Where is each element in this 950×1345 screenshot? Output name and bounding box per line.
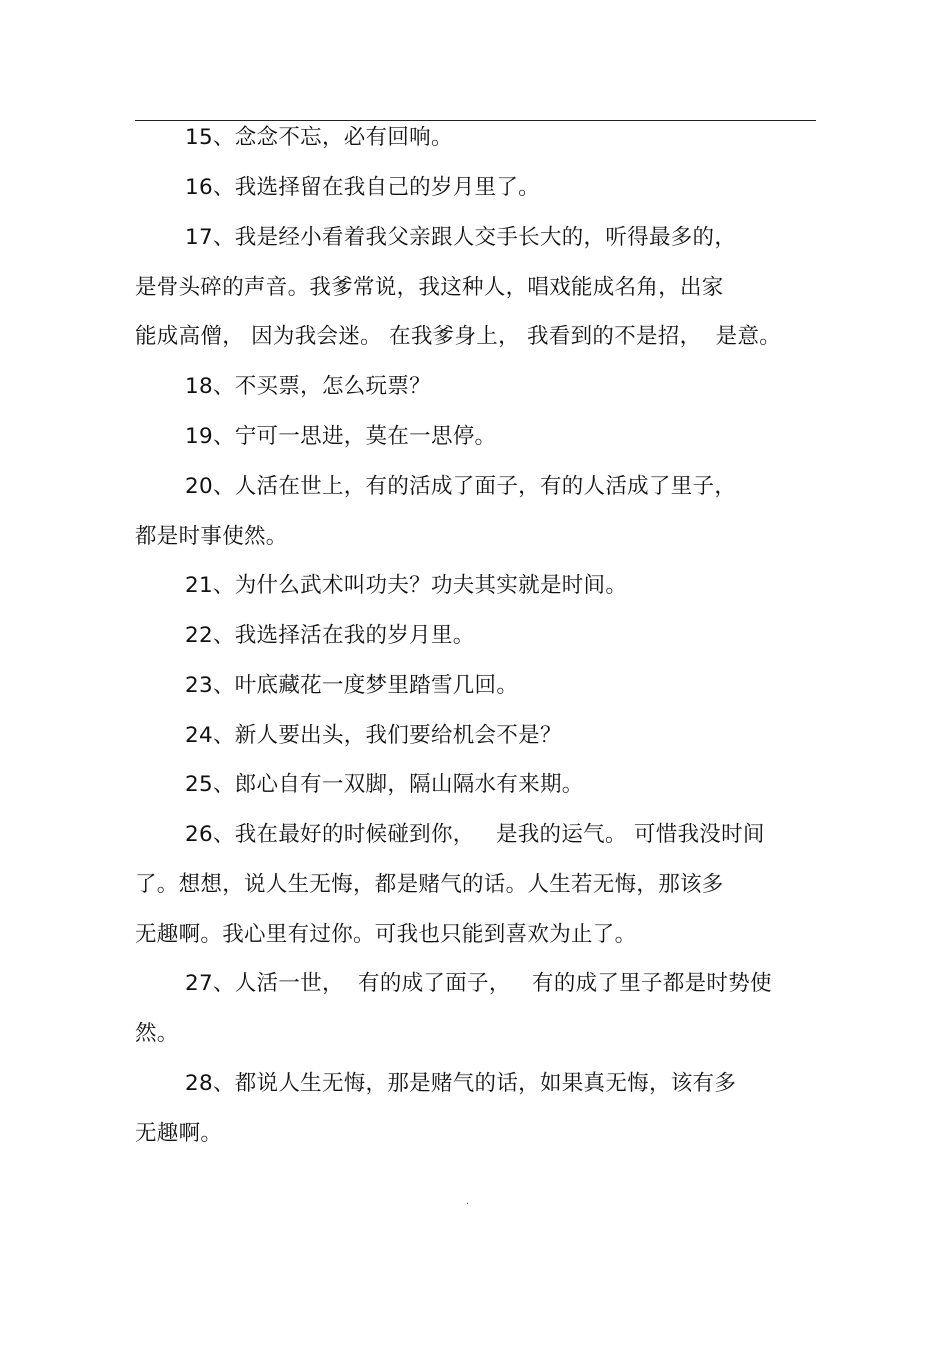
item-28-line-1: 28、都说人生无悔，那是赌气的话，如果真无悔，该有多 xyxy=(185,1071,737,1096)
item-26-line-3: 无趣啊。我心里有过你。可我也只能到喜欢为止了。 xyxy=(135,922,637,947)
item-27-line-1: 27、人活一世， 有的成了面子， 有的成了里子都是时势使 xyxy=(185,971,772,996)
item-26-line-2: 了。想想，说人生无悔，都是赌气的话。人生若无悔，那该多 xyxy=(135,872,724,897)
item-19-line-1: 19、宁可一思进，莫在一思停。 xyxy=(185,424,497,449)
item-17-line-3: 能成高僧， 因为我会迷。 在我爹身上， 我看到的不是招， 是意。 xyxy=(135,324,782,349)
header-rule xyxy=(135,120,816,121)
item-24-line-1: 24、新人要出头，我们要给机会不是？ xyxy=(185,723,562,748)
footer-mark: . xyxy=(466,1196,470,1207)
item-25-line-1: 25、郎心自有一双脚，隔山隔水有来期。 xyxy=(185,772,584,797)
item-17-line-1: 17、我是经小看着我父亲跟人交手长大的，听得最多的， xyxy=(185,225,737,250)
item-22-line-1: 22、我选择活在我的岁月里。 xyxy=(185,623,475,648)
item-20-line-2: 都是时事使然。 xyxy=(135,524,288,549)
item-17-line-2: 是骨头碎的声音。我爹常说，我这种人，唱戏能成名角，出家 xyxy=(135,275,724,300)
item-27-line-2: 然。 xyxy=(135,1021,179,1046)
item-21-line-1: 21、为什么武术叫功夫？功夫其实就是时间。 xyxy=(185,573,628,598)
item-18-line-1: 18、不买票，怎么玩票？ xyxy=(185,374,431,399)
item-20-line-1: 20、人活在世上，有的活成了面子，有的人活成了里子， xyxy=(185,474,737,499)
item-26-line-1: 26、我在最好的时候碰到你， 是我的运气。 可惜我没时间 xyxy=(185,822,765,847)
item-23-line-1: 23、叶底藏花一度梦里踏雪几回。 xyxy=(185,673,519,698)
item-15-line-1: 15、念念不忘，必有回响。 xyxy=(185,125,453,150)
item-16-line-1: 16、我选择留在我自己的岁月里了。 xyxy=(185,175,540,200)
item-28-line-2: 无趣啊。 xyxy=(135,1121,223,1146)
